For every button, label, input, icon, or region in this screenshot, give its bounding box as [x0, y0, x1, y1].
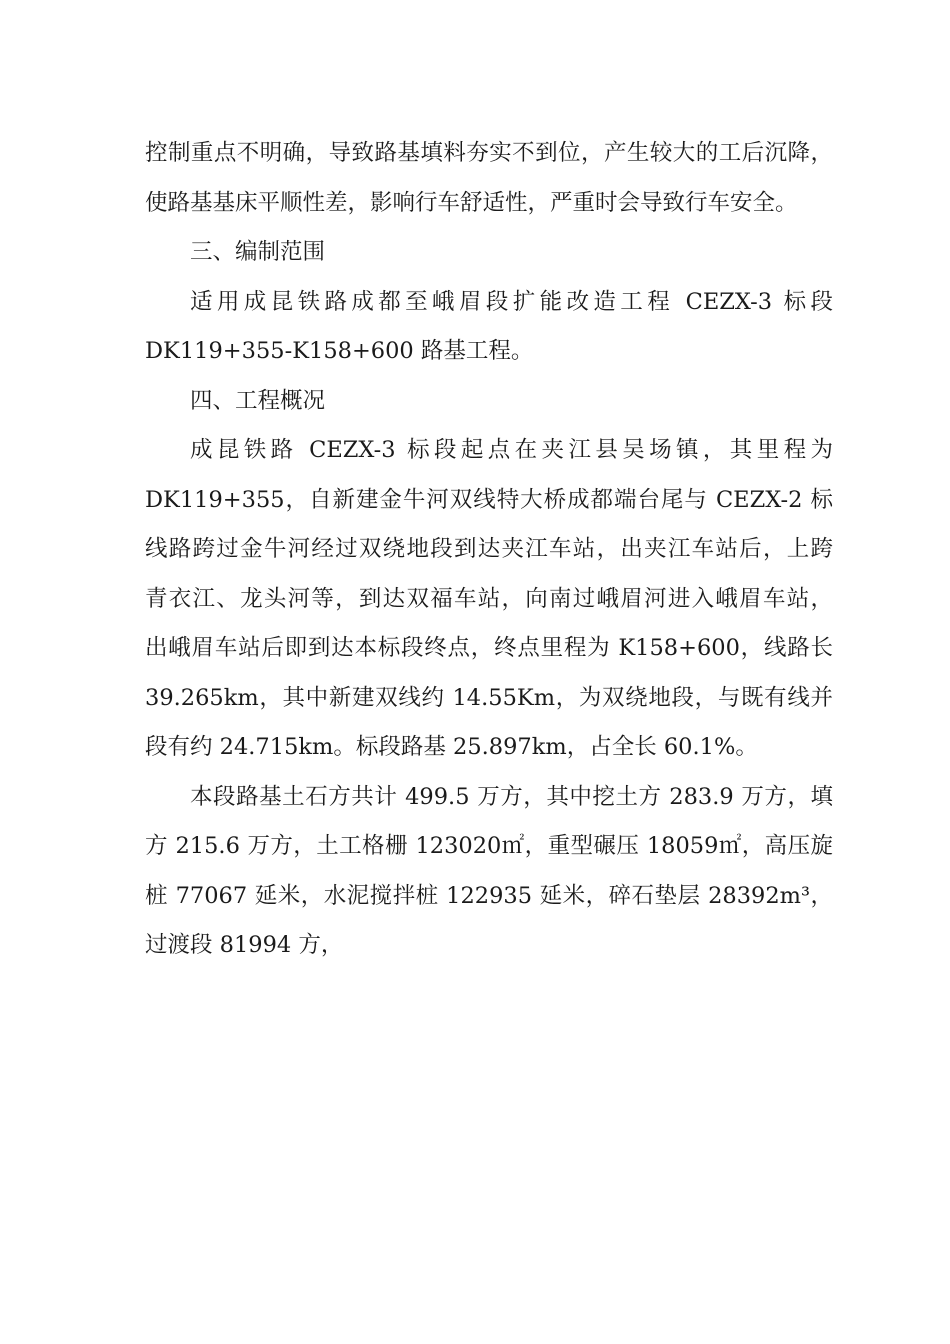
text-line: 使路基基床平顺性差，影响行车舒适性，严重时会导致行车安全。	[145, 189, 798, 216]
text-line: 方 215.6 万方，土工格栅 123020㎡，重型碾压 18059㎡，高压旋	[145, 833, 833, 859]
text-line: DK119+355-K158+600 路基工程。	[145, 338, 534, 364]
paragraph-settlement-risk	[145, 129, 833, 228]
text-line: 线路跨过金牛河经过双绕地段到达夹江车站，出夹江车站后，上跨	[145, 536, 833, 562]
section-heading-scope	[145, 228, 833, 278]
text-line: 本段路基土石方共计 499.5 万方，其中挖土方 283.9 万方，填	[190, 783, 833, 810]
heading-text: 三、编制范围	[190, 239, 326, 265]
paragraph-scope	[145, 278, 833, 377]
text-line: 桩 77067 延米，水泥搅拌桩 122935 延米，碎石垫层 28392m³，	[145, 882, 833, 909]
text-line: DK119+355，自新建金牛河双线特大桥成都端台尾与 CEZX-2 标	[145, 486, 833, 513]
text-line: 成昆铁路 CEZX-3 标段起点在夹江县吴场镇，其里程为	[190, 437, 833, 463]
paragraph-overview	[145, 426, 833, 773]
section-heading-overview	[145, 377, 833, 427]
text-line: 控制重点不明确，导致路基填料夯实不到位，产生较大的工后沉降，	[145, 140, 833, 166]
text-line: 39.265km，其中新建双线约 14.55Km，为双绕地段，与既有线并	[145, 684, 833, 711]
heading-text: 四、工程概况	[190, 387, 326, 414]
document-body	[145, 129, 833, 971]
text-line: 出峨眉车站后即到达本标段终点，终点里程为 K158+600，线路长	[145, 635, 833, 661]
text-line: 过渡段 81994 方，	[145, 932, 344, 958]
text-line: 青衣江、龙头河等，到达双福车站，向南过峨眉河进入峨眉车站，	[145, 585, 833, 612]
text-line: 段有约 24.715km。标段路基 25.897km，占全长 60.1%。	[145, 734, 758, 760]
paragraph-quantities	[145, 773, 833, 971]
text-line: 适用成昆铁路成都至峨眉段扩能改造工程 CEZX-3 标段	[190, 288, 833, 315]
